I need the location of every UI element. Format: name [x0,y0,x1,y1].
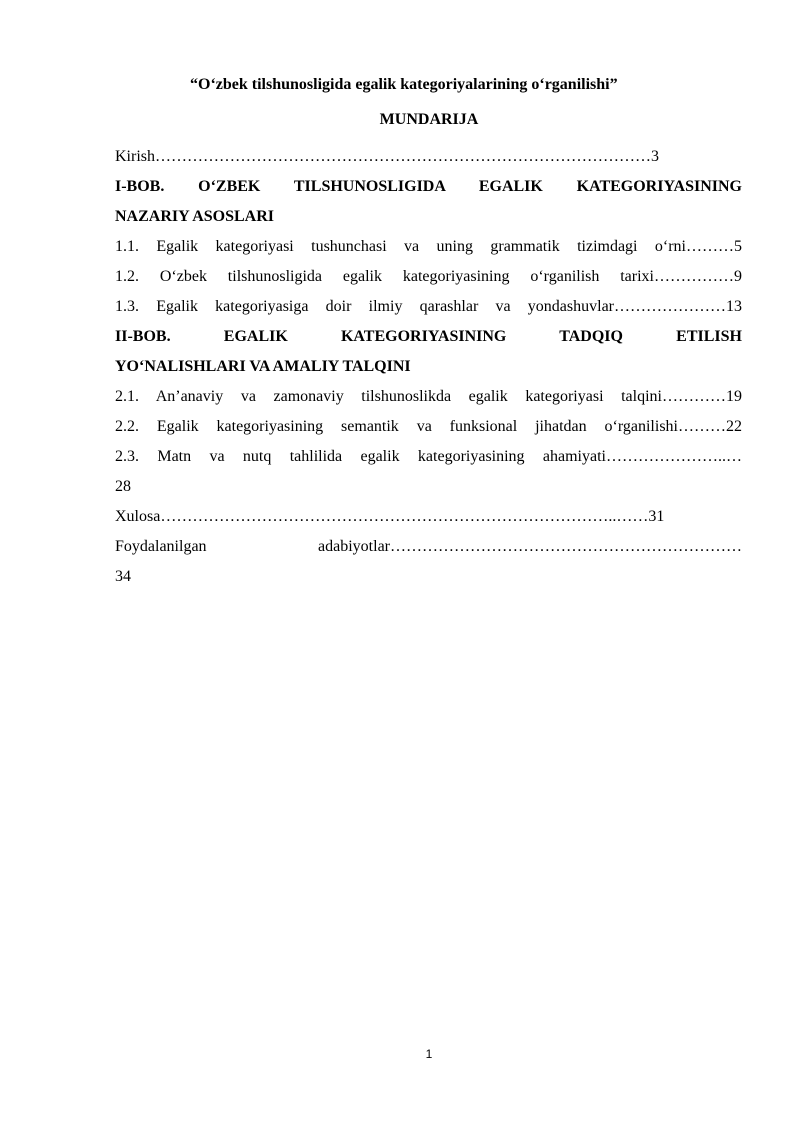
toc-entry-references: Foydalanilgan adabiyotlar………………………………………………………… [115,538,742,555]
toc-entry-1-2: 1.2. O‘zbek tilshunosligida egalik kategoriyasining o‘rganilish tarixi……………9 [115,268,742,285]
toc-chapter-1-title-line-2: NAZARIY ASOSLARI [115,208,274,225]
toc-entry-2-1: 2.1. An’anaviy va zamonaviy tilshunoslikda egalik kategoriyasi talqini…………19 [115,388,742,405]
toc-chapter-1-title-line-1: I-BOB. O‘ZBEK TILSHUNOSLIGIDA EGALIK KATEGORIYASINING [115,178,742,195]
toc-chapter-2-title-line-2: YO‘NALISHLARI VA AMALIY TALQINI [115,358,411,375]
toc-entry-2-3: 2.3. Matn va nutq tahlilida egalik kategoriyasining ahamiyati…………………..… [115,448,742,465]
toc-entry-introduction: Kirish…………………………………………………………………………………3 [115,148,659,165]
toc-entry-references-page: 34 [115,568,131,585]
table-of-contents [115,142,742,592]
toc-entry-2-2: 2.2. Egalik kategoriyasining semantik va funksional jihatdan o‘rganilishi………22 [115,418,742,435]
toc-entry-1-3: 1.3. Egalik kategoriyasiga doir ilmiy qarashlar va yondashuvlar…………………13 [115,298,742,315]
page-number: 1 [425,1047,433,1061]
document-title: “O‘zbek tilshunosligida egalik kategoriyalarining o‘rganilishi” [190,76,618,93]
toc-chapter-2-title-line-1: II-BOB. EGALIK KATEGORIYASINING TADQIQ ETILISH [115,328,742,345]
contents-heading: MUNDARIJA [379,111,479,128]
toc-entry-conclusion: Xulosa…………………………………………………………………………..……31 [115,508,665,525]
toc-entry-1-1: 1.1. Egalik kategoriyasi tushunchasi va uning grammatik tizimdagi o‘rni………5 [115,238,742,255]
toc-entry-2-3-page: 28 [115,478,131,495]
